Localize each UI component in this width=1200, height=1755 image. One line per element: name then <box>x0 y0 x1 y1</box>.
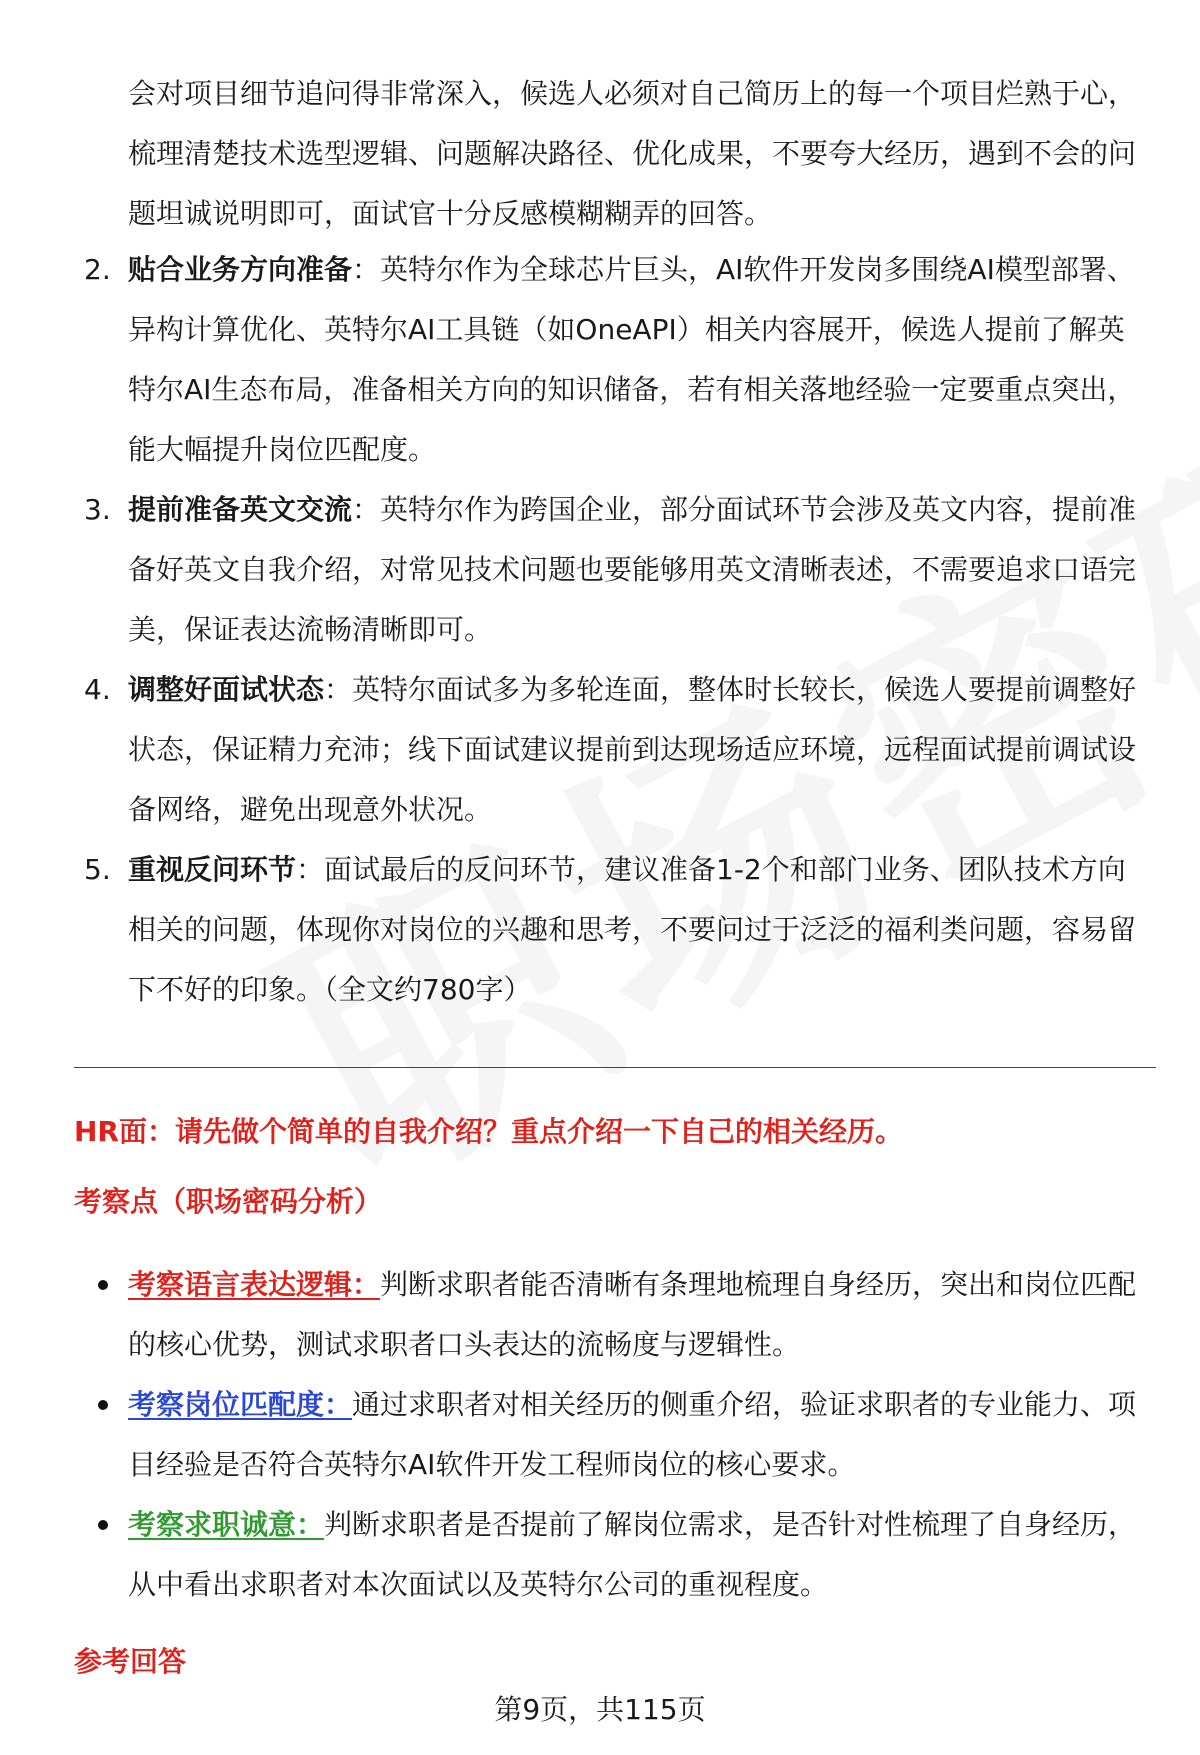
bullet-icon <box>98 1280 108 1290</box>
point-body: 通过求职者对相关经历的侧重介绍，验证求职者的专业能力、项目经验是否符合英特尔AI软件开发工程师岗位的核心要求。 <box>128 1388 1137 1481</box>
point-key: 考察语言表达逻辑： <box>128 1268 381 1301</box>
tips-list <box>0 240 1200 1020</box>
point-key: 考察求职诚意： <box>128 1508 325 1541</box>
list-item <box>0 1375 1140 1495</box>
tip-title: 调整好面试状态 <box>128 673 325 706</box>
list-number: 2. <box>84 253 111 286</box>
list-number: 5. <box>84 853 111 886</box>
point-key: 考察岗位匹配度： <box>128 1388 353 1421</box>
list-item <box>0 840 1140 1020</box>
list-text <box>128 660 1138 840</box>
list-item <box>0 240 1140 480</box>
bullet-icon <box>98 1400 108 1410</box>
list-text <box>128 1495 1138 1615</box>
reference-answer-title: 参考回答 <box>74 1645 187 1678</box>
list-text <box>128 1375 1138 1495</box>
list-text <box>128 1255 1138 1375</box>
interview-question: HR面：请先做个简单的自我介绍？重点介绍一下自己的相关经历。 <box>74 1115 903 1148</box>
list-text <box>128 480 1138 660</box>
tip-body: ：英特尔面试多为多轮连面，整体时长较长，候选人要提前调整好状态，保证精力充沛；线下面试建议提前到达现场适应环境，远程面试提前调试设备网络，避免出现意外状况。 <box>128 673 1137 826</box>
list-text <box>128 840 1138 1020</box>
continuation-paragraph: 会对项目细节追问得非常深入，候选人必须对自己简历上的每一个项目烂熟于心，梳理清楚技术选型逻辑、问题解决路径、优化成果，不要夸大经历，遇到不会的问题坦诚说明即可，面试官十分反感模糊糊弄的回答。 <box>128 77 1137 230</box>
tip-title: 贴合业务方向准备 <box>128 253 353 286</box>
points-list <box>0 1255 1200 1615</box>
tip-body: ：面试最后的反问环节，建议准备1-2个和部门业务、团队技术方向相关的问题，体现你对岗位的兴趣和思考，不要问过于泛泛的福利类问题，容易留下不好的印象。（全文约780字） <box>128 853 1137 1006</box>
list-item <box>0 1495 1140 1615</box>
list-item <box>0 1255 1140 1375</box>
tip-title: 重视反问环节 <box>128 853 297 886</box>
tip-body: ：英特尔作为全球芯片巨头，AI软件开发岗多围绕AI模型部署、异构计算优化、英特尔AI工具链（如OneAPI）相关内容展开，候选人提前了解英特尔AI生态布局，准备相关方向的知识储备，若有相关落地经验一定要重点突出，能大幅提升岗位匹配度。 <box>128 253 1136 466</box>
page-footer: 第9页，共115页 <box>494 1693 706 1726</box>
list-text <box>128 240 1138 480</box>
list-number: 3. <box>84 493 111 526</box>
list-number: 4. <box>84 673 111 706</box>
list-item <box>0 480 1140 660</box>
bullet-icon <box>98 1520 108 1530</box>
section-title: 考察点（职场密码分析） <box>74 1185 383 1218</box>
tip-body: ：英特尔作为跨国企业，部分面试环节会涉及英文内容，提前准备好英文自我介绍，对常见技术问题也要能够用英文清晰表述，不需要追求口语完美，保证表达流畅清晰即可。 <box>128 493 1137 646</box>
point-body: 判断求职者是否提前了解岗位需求，是否针对性梳理了自身经历，从中看出求职者对本次面试以及英特尔公司的重视程度。 <box>128 1508 1137 1601</box>
section-divider <box>74 1067 1156 1068</box>
tip-title: 提前准备英文交流 <box>128 493 353 526</box>
point-body: 判断求职者能否清晰有条理地梳理自身经历，突出和岗位匹配的核心优势，测试求职者口头表达的流畅度与逻辑性。 <box>128 1268 1137 1361</box>
list-item <box>0 660 1140 840</box>
